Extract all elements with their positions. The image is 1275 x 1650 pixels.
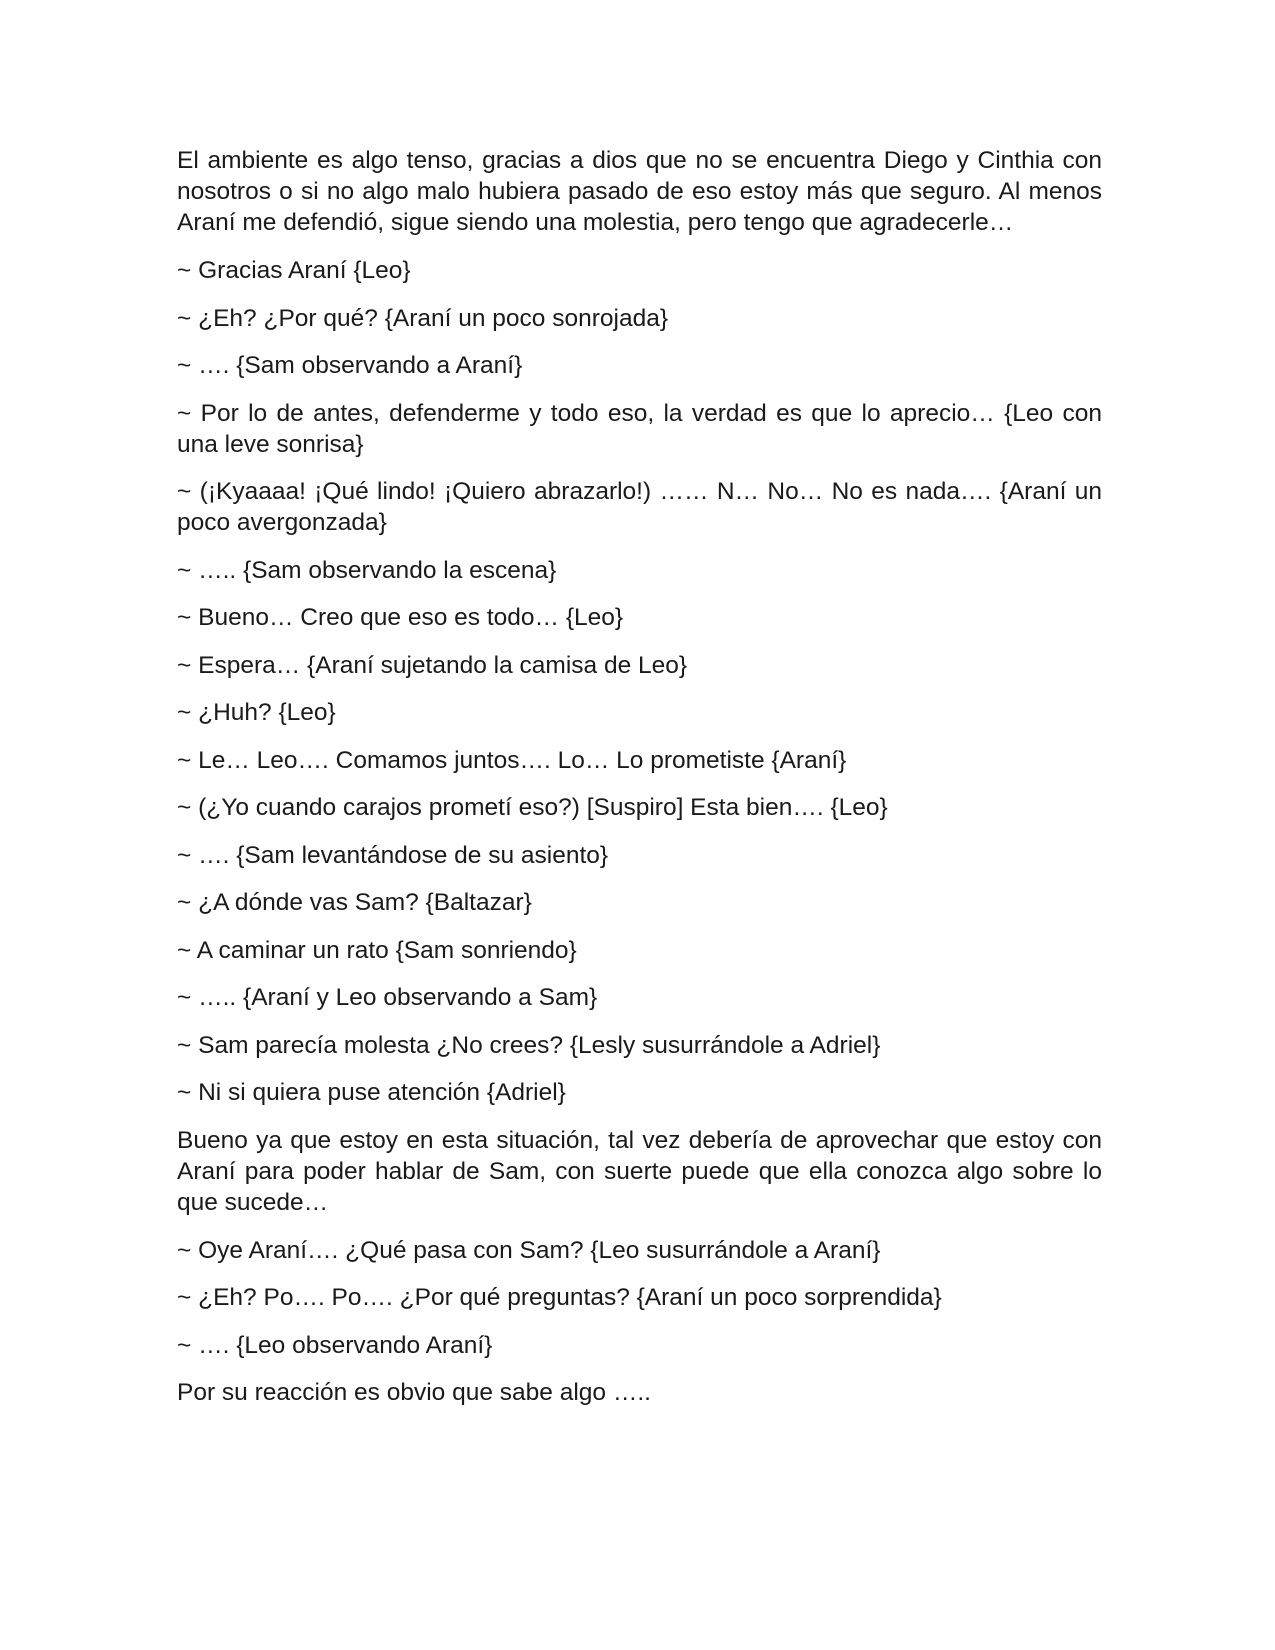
dialogue-line: ~ …. {Sam levantándose de su asiento} — [177, 841, 609, 869]
dialogue-line: ~ …. {Sam observando a Araní} — [177, 352, 523, 379]
closing-paragraph: Por su reacción es obvio que sabe algo ….. — [177, 1379, 651, 1406]
dialogue-line: ~ Gracias Araní {Leo} — [177, 257, 411, 284]
dialogue-line: ~ Sam parecía molesta ¿No crees? {Lesly susurrándole a Adriel} — [177, 1031, 881, 1059]
dialogue-line: ~ Por lo de antes, defenderme y todo eso, la verdad es que lo aprecio… {Leo con una leve sonrisa} — [177, 399, 1102, 458]
dialogue-line: ~ Bueno… Creo que eso es todo… {Leo} — [177, 604, 624, 631]
dialogue-line: ~ Espera… {Araní sujetando la camisa de Leo} — [177, 651, 688, 679]
dialogue-line: ~ (¡Kyaaaa! ¡Qué lindo! ¡Quiero abrazarlo!) …… N… No… No es nada…. {Araní un poco avergonzada} — [177, 478, 1102, 536]
dialogue-line: ~ ¿Huh? {Leo} — [177, 699, 336, 726]
dialogue-line: ~ Oye Araní…. ¿Qué pasa con Sam? {Leo susurrándole a Araní} — [177, 1236, 881, 1264]
dialogue-line: ~ ….. {Sam observando la escena} — [177, 556, 557, 584]
middle-paragraph: Bueno ya que estoy en esta situación, tal vez debería de aprovechar que estoy con Araní para poder hablar de Sam, con suerte puede que ella conozca algo sobre lo que sucede… — [177, 1126, 1102, 1216]
dialogue-line: ~ …. {Leo observando Araní} — [177, 1331, 493, 1359]
dialogue-line: ~ ¿Eh? Po…. Po…. ¿Por qué preguntas? {Araní un poco sorprendida} — [177, 1284, 942, 1311]
dialogue-line: ~ Ni si quiera puse atención {Adriel} — [177, 1079, 566, 1106]
dialogue-line: ~ A caminar un rato {Sam sonriendo} — [177, 936, 577, 964]
dialogue-line: ~ ….. {Araní y Leo observando a Sam} — [177, 984, 598, 1011]
intro-paragraph: El ambiente es algo tenso, gracias a dios que no se encuentra Diego y Cinthia con nosotros o si no algo malo hubiera pasado de eso estoy más que seguro. Al menos Araní me defendió, sigue siendo una molestia, pero tengo que agradecerle… — [177, 147, 1102, 236]
dialogue-line: ~ ¿A dónde vas Sam? {Baltazar} — [177, 889, 532, 916]
dialogue-line: ~ (¿Yo cuando carajos prometí eso?) [Suspiro] Esta bien…. {Leo} — [177, 794, 888, 821]
document-body — [177, 145, 1102, 1425]
dialogue-line: ~ Le… Leo…. Comamos juntos…. Lo… Lo prometiste {Araní} — [177, 746, 847, 774]
dialogue-line: ~ ¿Eh? ¿Por qué? {Araní un poco sonrojada} — [177, 304, 669, 332]
